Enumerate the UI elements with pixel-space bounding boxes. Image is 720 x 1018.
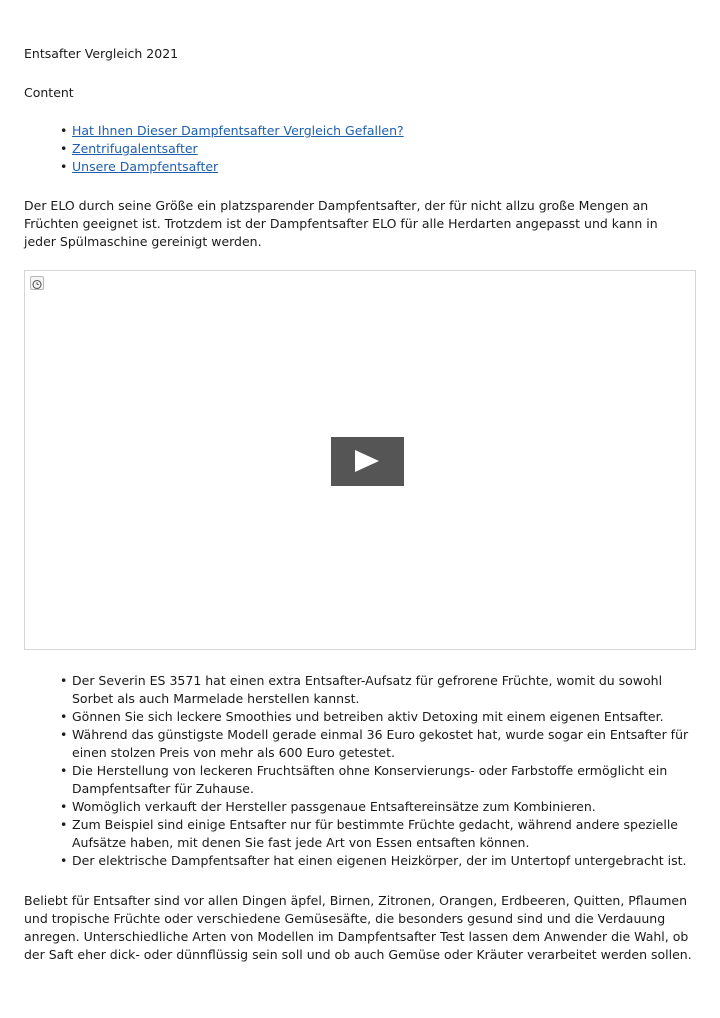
toc-link[interactable]: Unsere Dampfentsafter [72,159,219,174]
play-button[interactable] [331,437,404,486]
list-item: • Die Herstellung von leckeren Fruchtsäften ohne Konservierungs- oder Farbstoffe ermöglicht ein Dampfentsafter für Zuhause. [60,762,692,798]
toc-item [60,122,404,140]
page-title: Entsafter Vergleich 2021 [24,46,179,61]
intro-paragraph: Der ELO durch seine Größe ein platzsparender Dampfentsafter, der für nicht allzu große Mengen an Früchten geeignet ist. Trotzdem ist der Dampfentsafter ELO für alle Herdarten angepasst und kann in jeder Spülmaschine gereinigt werden. [24,198,658,249]
clock-icon [30,276,44,290]
play-icon [355,450,379,472]
feature-list [60,672,692,870]
toc-item [60,158,404,176]
list-item: • Gönnen Sie sich leckere Smoothies und betreiben aktiv Detoxing mit einem eigenen Entsafter. [60,708,692,726]
toc-item [60,140,404,158]
list-item: • Der Severin ES 3571 hat einen extra Entsafter-Aufsatz für gefrorene Früchte, womit du sowohl Sorbet als auch Marmelade herstellen kannst. [60,672,692,708]
closing-paragraph: Beliebt für Entsafter sind vor allen Dingen äpfel, Birnen, Zitronen, Orangen, Erdbeeren, Quitten, Pflaumen und tropische Früchte oder verschiedene Gemüsesäfte, die besonders gesund sind und die Verdauung anregen. Unterschiedliche Arten von Modellen im Dampfentsafter Test lassen dem Anwender die Wahl, ob der Saft eher dick- oder dünnflüssig sein soll und ob auch Gemüse oder Kräuter verarbeitet werden sollen. [24,893,692,962]
list-item: • Zum Beispiel sind einige Entsafter nur für bestimmte Früchte gedacht, während andere spezielle Aufsätze haben, mit denen Sie fast jede Art von Essen entsaften können. [60,816,692,852]
list-item: • Der elektrische Dampfentsafter hat einen eigenen Heizkörper, der im Untertopf untergebracht ist. [60,852,692,870]
toc-link[interactable]: Hat Ihnen Dieser Dampfentsafter Vergleich Gefallen? [72,123,404,138]
list-item: • Während das günstigste Modell gerade einmal 36 Euro gekostet hat, wurde sogar ein Entsafter für einen stolzen Preis von mehr als 600 Euro getestet. [60,726,692,762]
list-item: • Womöglich verkauft der Hersteller passgenaue Entsaftereinsätze zum Kombinieren. [60,798,692,816]
toc-link[interactable]: Zentrifugalentsafter [72,141,198,156]
video-embed[interactable] [24,270,696,650]
table-of-contents [60,122,404,176]
content-heading: Content [24,85,74,100]
